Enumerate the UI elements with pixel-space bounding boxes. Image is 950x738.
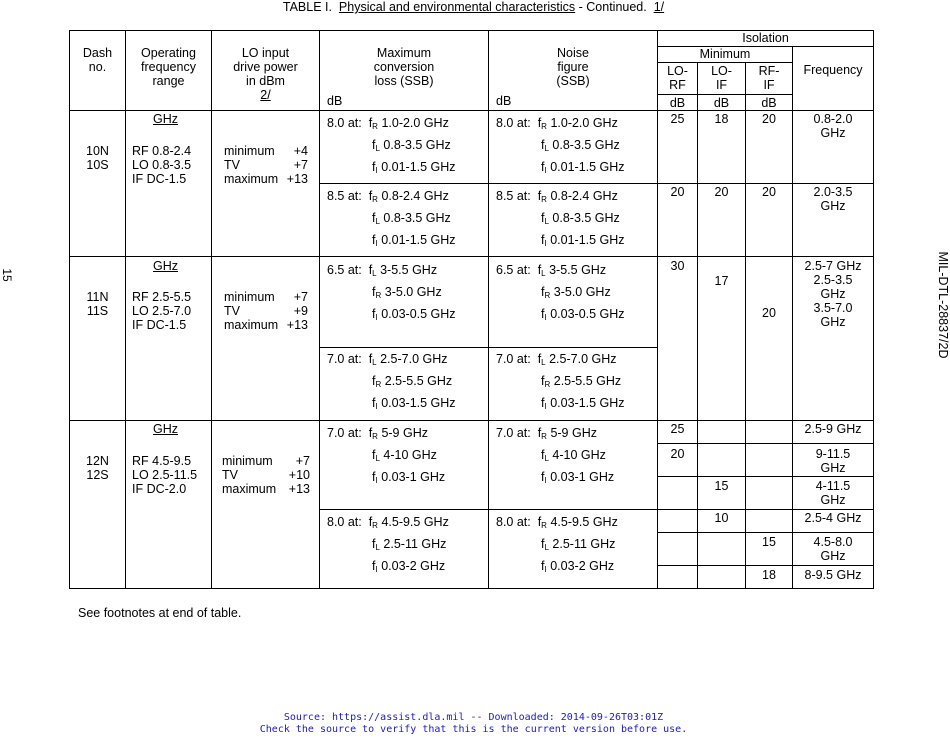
source-note: Check the source to verify that this is the current version before use. [259,724,688,735]
iso-frequency: 2.0-3.5 GHz [813,185,853,213]
iso-rf-if: 15 [762,535,776,549]
page-number: 15 [0,268,14,282]
iso-lo-rf: 20 [670,447,685,461]
header-noise-figure: Noise figure (SSB) [556,46,590,88]
dash-no-12: 12N 12S [86,454,109,482]
iso-frequency: 2.5-9 GHz [804,422,862,436]
lo-power: minimum +7 TV +10 maximum +13 [222,454,310,496]
noise-spec: 6.5 at: $f_L$ 3-5.5 GHz $f_R$ 3-5.0 GHz $f_I$ 0.03-0.5 GHz [496,263,625,322]
lo-power: minimum +7 TV +9 maximum +13 [224,290,308,332]
loss-spec: 8.0 at: $f_R$ 4.5-9.5 GHz $f_L$ 2.5-11 GHz $f_I$ 0.03-2 GHz [327,515,449,574]
iso-lo-rf: 25 [670,422,685,436]
header-lo-rf: LO- RF [667,64,688,92]
noise-spec: 7.0 at: $f_R$ 5-9 GHz $f_L$ 4-10 GHz $f_I$ 0.03-1 GHz [496,426,615,485]
iso-frequency: 8-9.5 GHz [804,568,862,582]
iso-rf-if: 20 [762,306,776,320]
noise-spec: 8.0 at: $f_R$ 4.5-9.5 GHz $f_L$ 2.5-11 GHz $f_I$ 0.03-2 GHz [496,515,618,574]
range-unit: GHz [153,259,178,273]
iso-rf-if: 18 [762,568,776,582]
header-lo-rf-unit: dB [669,96,686,110]
dash-no-11: 11N 11S [86,290,109,318]
header-minimum: Minimum [699,47,751,61]
noise-spec: 7.0 at: $f_L$ 2.5-7.0 GHz $f_R$ 2.5-5.5 GHz $f_I$ 0.03-1.5 GHz [496,352,625,411]
header-lo-input: LO input drive power in dBm 2/ [233,46,298,102]
noise-spec: 8.0 at: $f_R$ 1.0-2.0 GHz $f_L$ 0.8-3.5 GHz $f_I$ 0.01-1.5 GHz [496,116,625,175]
dash-no-10: 10N 10S [86,144,109,172]
iso-lo-rf: 20 [670,185,685,199]
noise-spec: 8.5 at: $f_R$ 0.8-2.4 GHz $f_L$ 0.8-3.5 GHz $f_I$ 0.01-1.5 GHz [496,189,625,248]
header-loss-unit: dB [327,94,343,108]
iso-frequency: 4-11.5 GHz [815,479,851,507]
header-lo-if-unit: dB [713,96,730,110]
header-rf-if-unit: dB [761,96,777,110]
caption-prefix: TABLE I. [282,0,332,14]
iso-rf-if: 20 [762,112,776,126]
iso-lo-if: 18 [714,112,729,126]
iso-frequency: 2.5-4 GHz [804,511,862,525]
source-line: Source: https://assist.dla.mil -- Downloaded: 2014-09-26T03:01Z [283,712,664,723]
operating-ranges: RF 2.5-5.5 LO 2.5-7.0 IF DC-1.5 [132,290,192,332]
iso-frequency: 4.5-8.0 GHz [813,535,853,563]
header-isolation: Isolation [742,31,789,45]
loss-spec: 8.0 at: $f_R$ 1.0-2.0 GHz $f_L$ 0.8-3.5 GHz $f_I$ 0.01-1.5 GHz [327,116,456,175]
header-noise-unit: dB [496,94,512,108]
range-unit: GHz [153,112,178,126]
lo-power: minimum +4 TV +7 maximum +13 [224,144,308,186]
iso-lo-if: 17 [714,274,729,288]
iso-lo-if: 15 [714,479,729,493]
iso-lo-if: 10 [714,511,729,525]
iso-frequency: 2.5-7 GHz 2.5-3.5 GHz 3.5-7.0 GHz [804,259,862,329]
caption-continued: - Continued. [578,0,647,14]
loss-spec: 8.5 at: $f_R$ 0.8-2.4 GHz $f_L$ 0.8-3.5 GHz $f_I$ 0.01-1.5 GHz [327,189,456,248]
range-unit: GHz [153,422,178,436]
iso-rf-if: 20 [762,185,776,199]
operating-ranges: RF 4.5-9.5 LO 2.5-11.5 IF DC-2.0 [132,454,198,496]
header-frequency: Frequency [803,63,863,77]
header-dash-no: Dash no. [82,46,113,74]
iso-frequency: 0.8-2.0 GHz [813,112,853,140]
iso-lo-rf: 25 [670,112,685,126]
caption-title: Physical and environmental characteristics [338,0,576,14]
document-id: MIL-DTL-28837/2D [936,251,950,359]
loss-spec: 7.0 at: $f_L$ 2.5-7.0 GHz $f_R$ 2.5-5.5 GHz $f_I$ 0.03-1.5 GHz [327,352,456,411]
operating-ranges: RF 0.8-2.4 LO 0.8-3.5 IF DC-1.5 [132,144,192,186]
iso-lo-rf: 30 [670,259,685,273]
caption-footnote-ref: 1/ [653,0,665,14]
header-lo-if: LO- IF [711,64,732,92]
header-operating-range: Operating frequency range [141,46,196,88]
iso-lo-if: 20 [714,185,729,199]
loss-spec: 7.0 at: $f_R$ 5-9 GHz $f_L$ 4-10 GHz $f_I$ 0.03-1 GHz [327,426,446,485]
loss-spec: 6.5 at: $f_L$ 3-5.5 GHz $f_R$ 3-5.0 GHz $f_I$ 0.03-0.5 GHz [327,263,456,322]
iso-frequency: 9-11.5 GHz [815,447,851,475]
footnote-text: See footnotes at end of table. [78,606,242,620]
header-max-conv-loss: Maximum conversion loss (SSB) [373,46,435,88]
header-rf-if: RF- IF [758,64,780,92]
